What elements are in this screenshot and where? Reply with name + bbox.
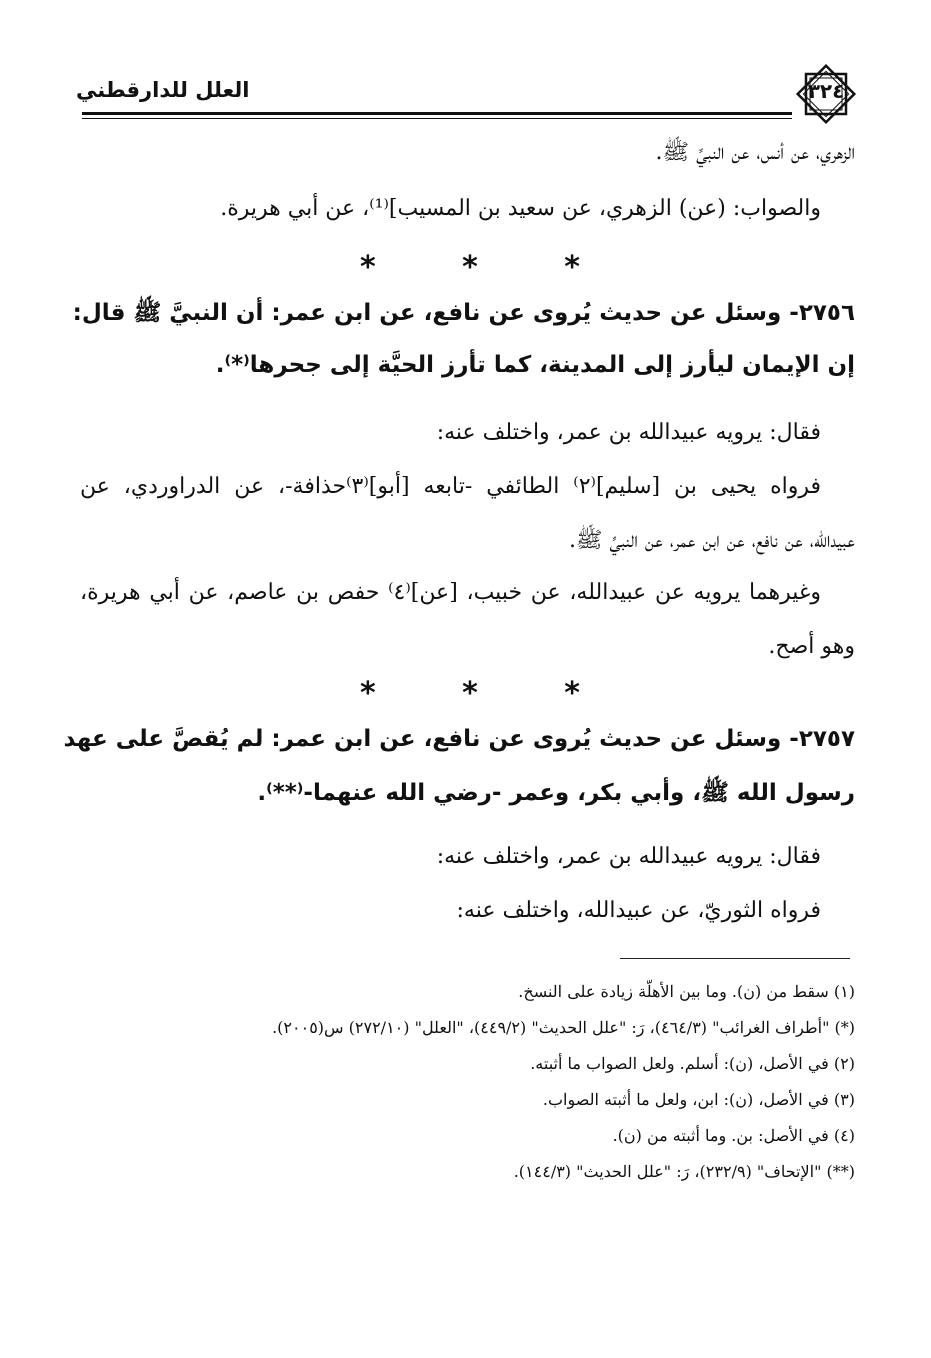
footnote: (**) "الإتحاف" (٢٣٢/٩)، رَ: "علل الحديث" (١٤٤/٣). bbox=[513, 1162, 855, 1181]
text-line: فرواه يحيى بن [سليم]⁽٢⁾ الطائفي -تابعه [أبو]⁽٣⁾حذافة-، عن الدراوردي، عن bbox=[80, 474, 822, 499]
separator-star: * bbox=[360, 676, 376, 711]
text-line: فقال: يرويه عبيدالله بن عمر، واختلف عنه: bbox=[436, 844, 821, 869]
text-line: وغيرهما يرويه عن عبيدالله، عن خبيب، [عن]⁽٤⁾ حفص بن عاصم، عن أبي هريرة، bbox=[80, 580, 821, 605]
footnote: (١) سقط من (ن). وما بين الأهلّة زيادة على النسخ. bbox=[518, 982, 855, 1001]
question-heading: رسول الله ﷺ، وأبي بكر، وعمر -رضي الله عنهما-⁽**⁾. bbox=[257, 780, 855, 806]
book-title: العلل للدارقطني bbox=[76, 78, 250, 102]
separator-star: * bbox=[462, 676, 478, 711]
text-line: عبيدالله، عن نافع، عن ابن عمر، عن النبيِّ ﷺ. bbox=[568, 528, 855, 553]
text-line: وهو أصح. bbox=[768, 634, 855, 659]
footnote-separator bbox=[620, 958, 850, 959]
text-line: فرواه الثوريّ، عن عبيدالله، واختلف عنه: bbox=[456, 898, 821, 923]
section-separator bbox=[360, 250, 580, 285]
question-heading: ٢٧٥٧- وسئل عن حديث يُروى عن نافع، عن ابن عمر: لم يُقصَّ على عهد bbox=[63, 726, 855, 752]
page-number: ٣٢٤ bbox=[807, 79, 845, 103]
page-header bbox=[76, 66, 856, 126]
separator-star: * bbox=[564, 676, 580, 711]
section-separator bbox=[360, 676, 580, 711]
separator-star: * bbox=[564, 250, 580, 285]
header-rule-thin bbox=[82, 118, 792, 119]
footnote: (٣) في الأصل، (ن): ابن، ولعل ما أثبته الصواب. bbox=[542, 1090, 855, 1109]
footnote: (*) "أطراف الغرائب" (٤٦٤/٣)، رَ: "علل الحديث" (٤٤٩/٢)، "العلل" (٢٧٢/١٠) س(٢٠٠٥). bbox=[272, 1018, 855, 1037]
question-heading: ٢٧٥٦- وسئل عن حديث يُروى عن نافع، عن ابن عمر: أن النبيَّ ﷺ قال: bbox=[72, 300, 855, 326]
footnote: (٢) في الأصل، (ن): أسلم. ولعل الصواب ما أثبته. bbox=[530, 1054, 855, 1073]
page-number-badge bbox=[794, 62, 858, 126]
separator-star: * bbox=[360, 250, 376, 285]
header-rule-thick bbox=[82, 112, 792, 115]
question-heading: إن الإيمان ليأرز إلى المدينة، كما تأرز الحيَّة إلى جحرها⁽*⁾. bbox=[215, 352, 855, 378]
text-line: والصواب: (عن) الزهري، عن سعيد بن المسيب]⁽¹⁾، عن أبي هريرة. bbox=[220, 196, 821, 221]
separator-star: * bbox=[462, 250, 478, 285]
text-line: الزهري، عن أنس، عن النبيِّ ﷺ. bbox=[655, 140, 855, 165]
text-line: فقال: يرويه عبيدالله بن عمر، واختلف عنه: bbox=[436, 420, 821, 445]
footnote: (٤) في الأصل: بن. وما أثبته من (ن). bbox=[612, 1126, 855, 1145]
